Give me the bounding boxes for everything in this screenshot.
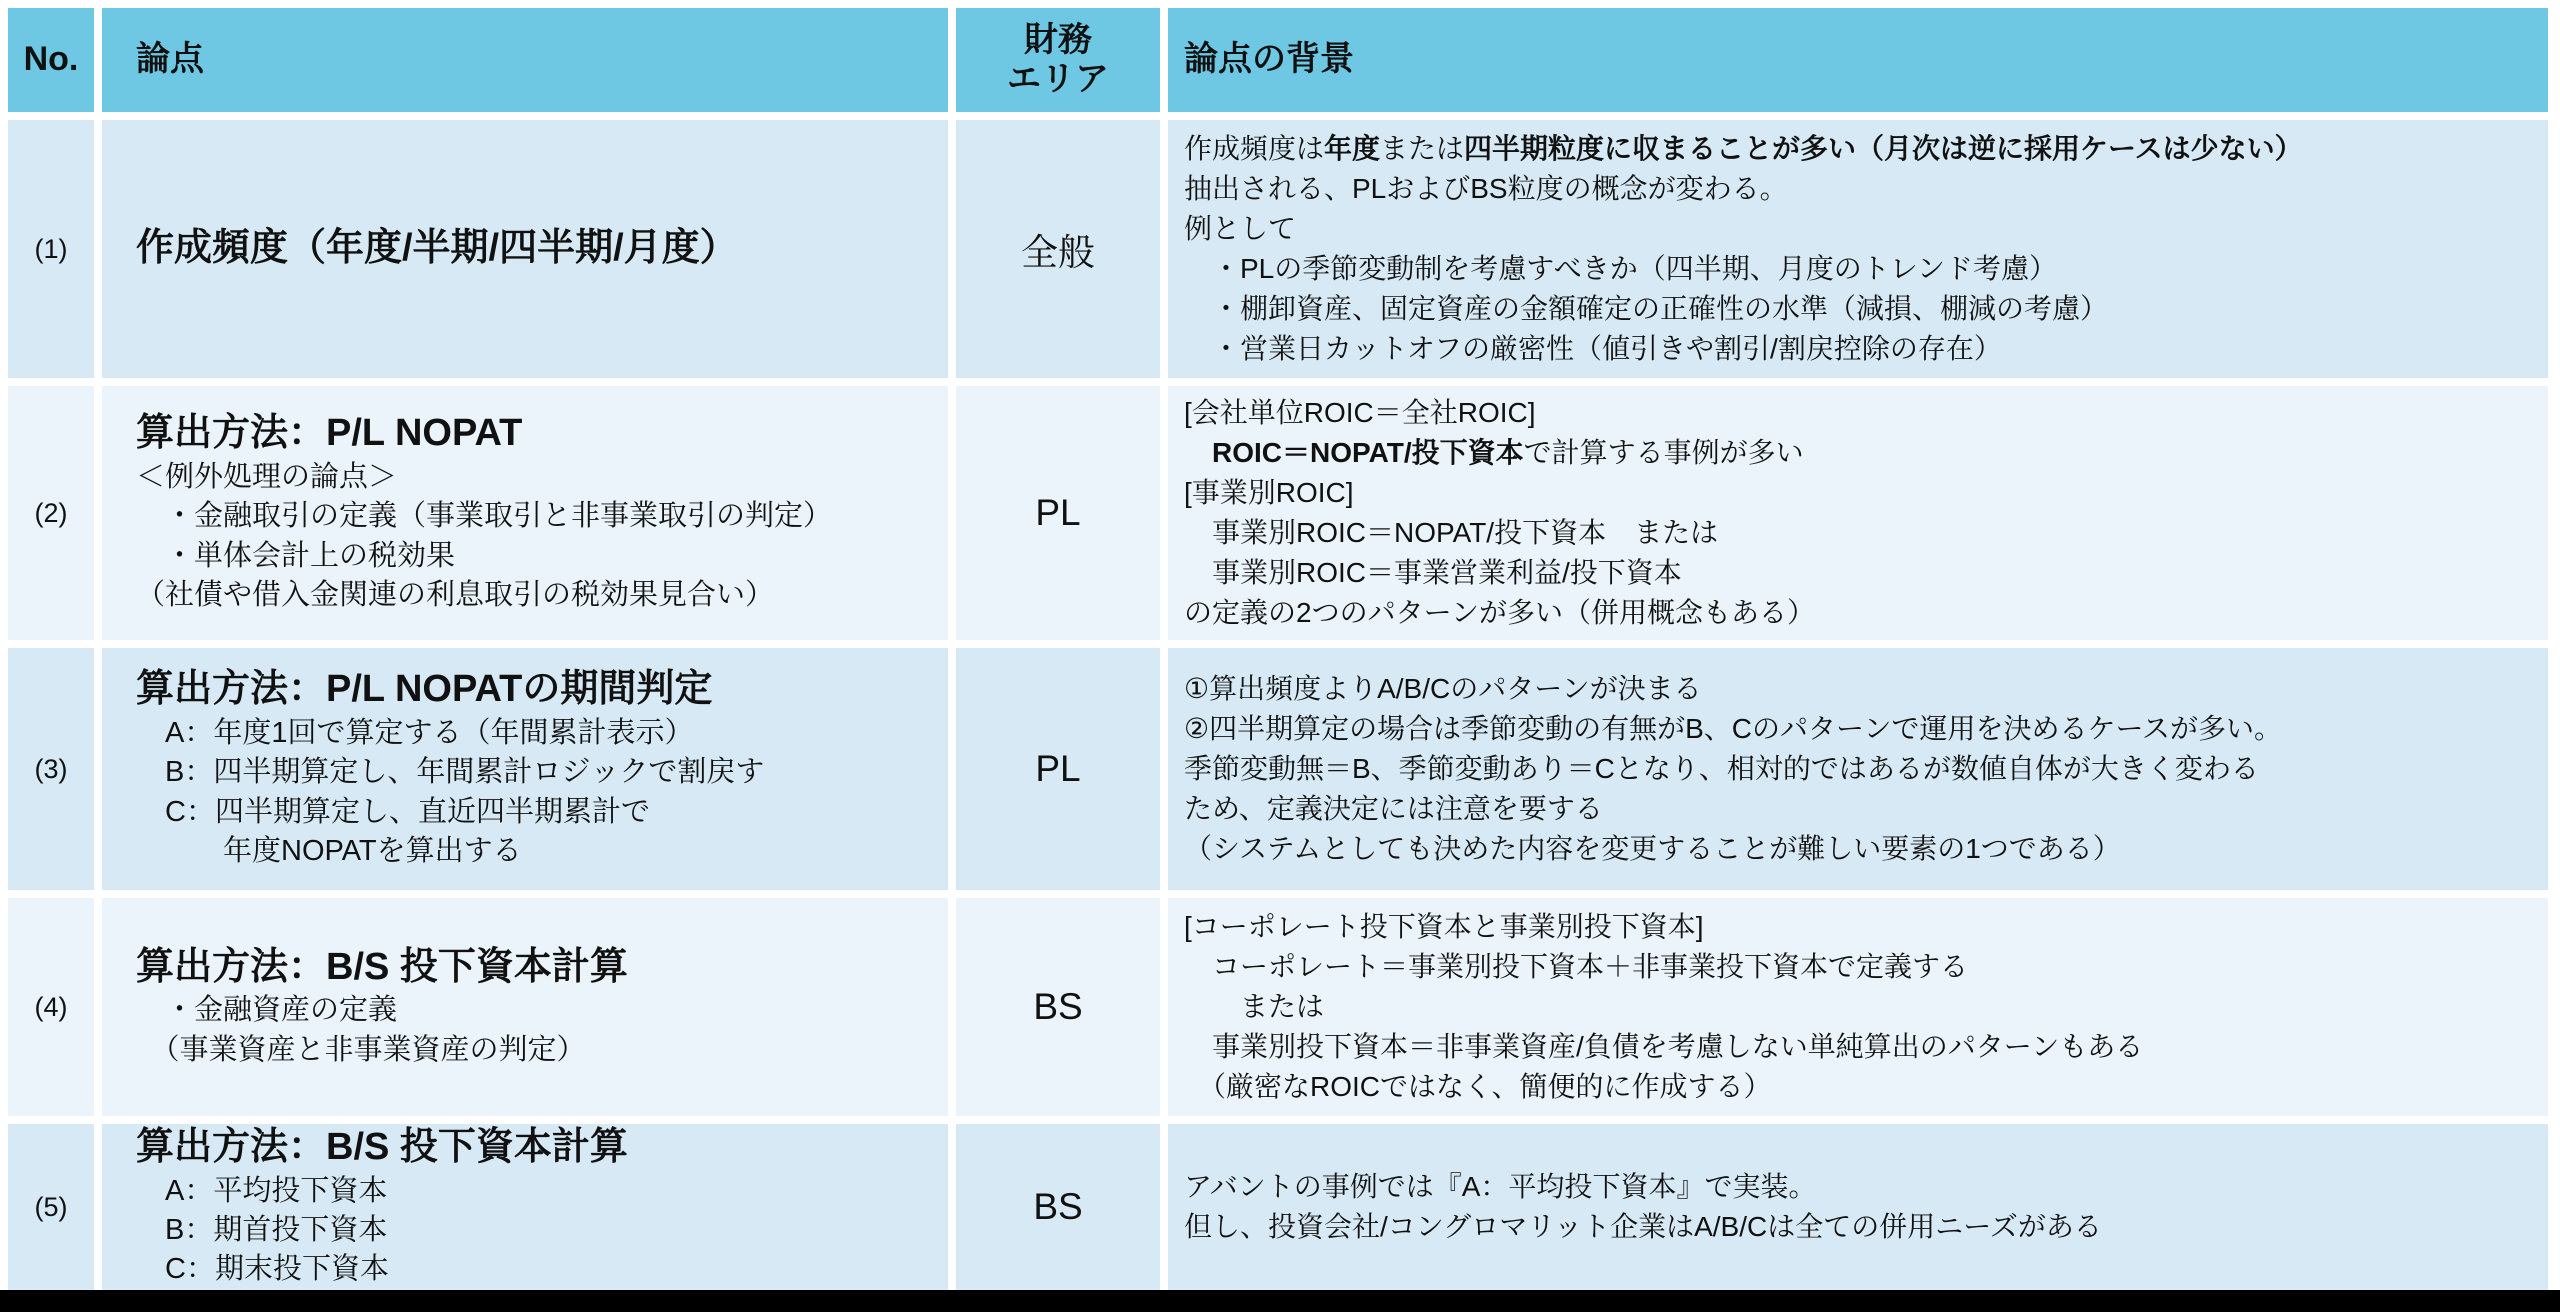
topic-title: 算出方法：P/L NOPATの期間判定 [136, 668, 713, 711]
topic-detail-line: B：四半期算定し、年間累計ロジックで割戻す [136, 756, 765, 789]
background-line: ・棚卸資産、固定資産の金額確定の正確性の水準（減損、棚減の考慮） [1184, 293, 2109, 325]
background-line: 作成頻度は年度または四半期粒度に収まることが多い（月次は逆に採用ケースは少ない） [1184, 132, 2303, 164]
topic-detail-line: ・単体会計上の税効果 [136, 539, 456, 572]
topic-detail-line: C：期末投下資本 [136, 1253, 389, 1286]
row-no: (2) [8, 386, 94, 640]
topic-detail-line: （事業資産と非事業資産の判定） [136, 1033, 586, 1066]
background-line: [事業別ROIC] [1184, 476, 1354, 508]
background-line: 事業別投下資本＝非事業資産/負債を考慮しない単純算出のパターンもある [1184, 1031, 2144, 1063]
topic-detail-line: A：年度1回で算定する（年間累計表示） [136, 716, 694, 749]
background-line: コーポレート＝事業別投下資本＋非事業投下資本で定義する [1184, 950, 1969, 982]
bottom-divider-bar [0, 1290, 2560, 1312]
header-cell-topic-background [1168, 8, 2548, 112]
background-line: （システムとしても決めた内容を変更することが難しい要素の1つである） [1184, 833, 2121, 865]
header-no-label: No. [23, 40, 79, 79]
row-topic [102, 1124, 948, 1290]
topic-title: 算出方法：B/S 投下資本計算 [136, 1126, 628, 1169]
topic-detail-line: 年度NOPATを算出する [136, 835, 522, 868]
row-finance-area: BS [956, 898, 1160, 1116]
topic-detail-line: A：平均投下資本 [136, 1174, 388, 1207]
header-finance-area-label: 財務 エリア [1007, 20, 1109, 98]
topic-detail-line: ・金融資産の定義 [136, 994, 398, 1027]
row-no: (1) [8, 120, 94, 378]
background-line: 例として [1184, 212, 1297, 244]
background-line: ・PLの季節変動制を考慮すべきか（四半期、月度のトレンド考慮） [1184, 253, 2057, 284]
topic-detail-line: （社債や借入金関連の利息取引の税効果見合い） [136, 579, 775, 612]
topic-detail-line: C：四半期算定し、直近四半期累計で [136, 795, 650, 828]
row-finance-area: BS [956, 1124, 1160, 1290]
background-line: の定義の2つのパターンが多い（併用概念もある） [1184, 597, 1816, 629]
topic-detail-line: ＜例外処理の論点＞ [136, 460, 398, 493]
topic-detail-line: ・金融取引の定義（事業取引と非事業取引の判定） [136, 500, 833, 533]
background-line: [コーポレート投下資本と事業別投下資本] [1184, 910, 1704, 942]
header-cell-topic [102, 8, 948, 112]
background-line: アバントの事例では『A：平均投下資本』で実装。 [1184, 1170, 1817, 1202]
header-cell-no [8, 8, 94, 112]
header-topic-background-label: 論点の背景 [1184, 40, 1354, 79]
topic-title: 算出方法：P/L NOPAT [136, 412, 523, 455]
header-topic-label: 論点 [136, 40, 204, 79]
row-no: (3) [8, 648, 94, 890]
row-topic [102, 120, 948, 378]
background-line: （厳密なROICではなく、簡便的に作成する） [1184, 1071, 1772, 1103]
background-line: 事業別ROIC＝事業営業利益/投下資本 [1184, 557, 1682, 589]
background-line: ①算出頻度よりA/B/Cのパターンが決まる [1184, 672, 1702, 704]
background-line: [会社単位ROIC＝全社ROIC] [1184, 396, 1536, 428]
background-line: ・営業日カットオフの厳密性（値引きや割引/割戻控除の存在） [1184, 333, 2002, 365]
background-line: ため、定義決定には注意を要する [1184, 793, 1603, 825]
background-line: または [1184, 990, 1325, 1022]
row-topic [102, 648, 948, 890]
roic-topics-table [8, 8, 2548, 1290]
background-line: ②四半期算定の場合は季節変動の有無がB、Cのパターンで運用を決めるケースが多い。 [1184, 712, 2283, 744]
row-topic-background [1168, 648, 2548, 890]
background-line: 抽出される、PLおよびBS粒度の概念が変わる。 [1184, 172, 1788, 204]
row-finance-area: PL [956, 648, 1160, 890]
topic-title: 算出方法：B/S 投下資本計算 [136, 945, 628, 988]
background-line: ROIC＝NOPAT/投下資本で計算する事例が多い [1212, 436, 1804, 468]
topic-detail-line: B：期首投下資本 [136, 1214, 388, 1247]
row-no: (5) [8, 1124, 94, 1290]
row-topic-background [1168, 898, 2548, 1116]
background-line: 事業別ROIC＝NOPAT/投下資本 または [1184, 517, 1719, 548]
row-no: (4) [8, 898, 94, 1116]
row-finance-area: PL [956, 386, 1160, 640]
row-topic-background [1168, 120, 2548, 378]
row-topic-background [1168, 1124, 2548, 1290]
row-topic-background [1168, 386, 2548, 640]
row-topic [102, 898, 948, 1116]
topic-title: 作成頻度（年度/半期/四半期/月度） [136, 227, 738, 270]
header-cell-finance-area [956, 8, 1160, 112]
background-line: 季節変動無＝B、季節変動あり＝Cとなり、相対的ではあるが数値自体が大きく変わる [1184, 752, 2259, 784]
background-line: 但し、投資会社/コングロマリット企業はA/B/Cは全ての併用ニーズがある [1184, 1211, 2102, 1242]
row-finance-area: 全般 [956, 120, 1160, 378]
row-topic [102, 386, 948, 640]
